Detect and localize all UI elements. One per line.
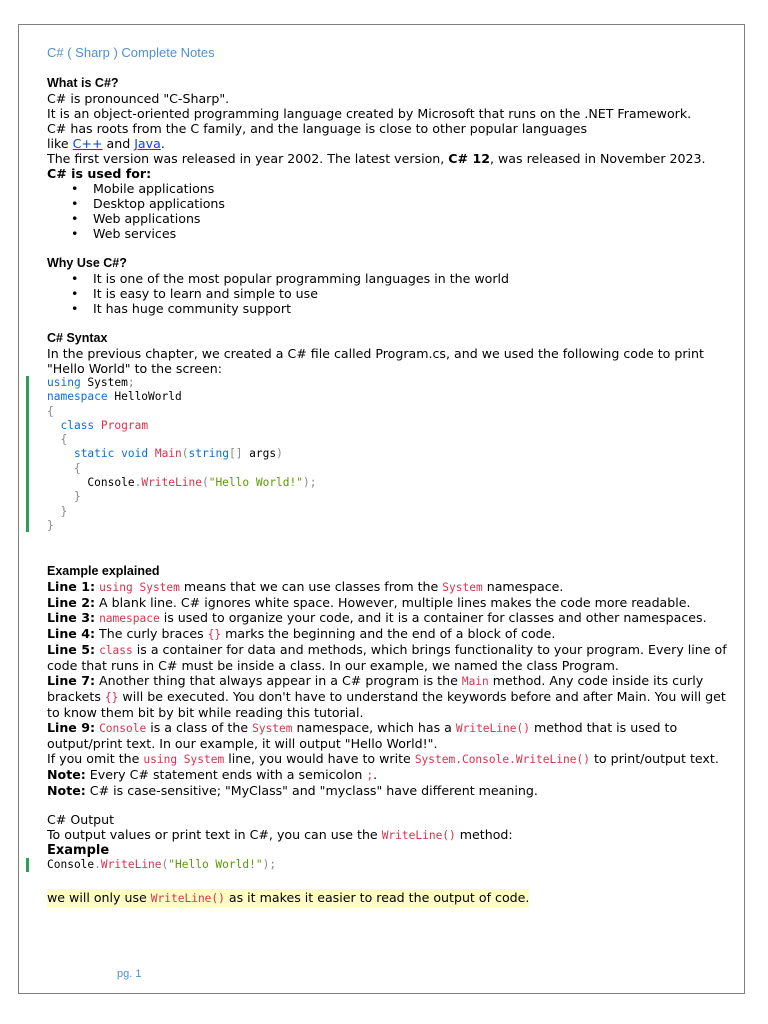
what-line-5	[47, 151, 727, 166]
explained-heading: Example explained	[47, 564, 160, 579]
explain-text: Every C# statement ends with a semicolon	[85, 767, 367, 783]
explain-text: is a container for data and methods, which brings functionality to your program. Every line of code that runs in C# must be inside a class. In our example, we named the class Program.	[47, 642, 727, 674]
list-item: • Web services	[93, 226, 727, 241]
explain-line-1	[47, 579, 727, 595]
code-token: WriteLine	[100, 858, 162, 872]
document-page	[18, 24, 745, 994]
explain-text: line, you would have to write	[224, 751, 415, 767]
explain-text: namespace, which has a	[292, 720, 456, 736]
text-release-date: , was released in November 2023.	[490, 151, 706, 166]
syntax-intro: In the previous chapter, we created a C# file called Program.cs, and we used the following code to print "Hello World" to the screen:	[47, 346, 704, 376]
why-heading: Why Use C#?	[47, 256, 127, 270]
explain-line-5	[47, 642, 727, 673]
explain-line-3	[47, 610, 727, 626]
omit-line	[47, 751, 727, 767]
explain-text: to print/output text.	[589, 751, 719, 767]
list-item: • It is one of the most popular programming languages in the world	[93, 271, 727, 286]
line-label: Line 9:	[47, 720, 96, 736]
text-first-version: The first version was released in year 2002. The latest version,	[47, 151, 449, 166]
code-token: "Hello World!"	[208, 476, 303, 490]
code-token: args	[242, 447, 277, 461]
line-label: Line 7:	[47, 673, 96, 689]
syntax-heading: C# Syntax	[47, 331, 108, 345]
list-item: • Mobile applications	[93, 181, 727, 196]
page-number: pg. 1	[117, 968, 142, 980]
code-token: ;	[127, 376, 135, 389]
list-item: • Desktop applications	[93, 196, 727, 211]
code-token: string	[188, 447, 229, 461]
line-label: Line 5:	[47, 642, 96, 658]
inline-code: WriteLine()	[455, 722, 530, 736]
inline-code: System	[252, 722, 293, 736]
uses-list	[47, 181, 727, 241]
note-line-1: Note: Every C# statement ends with a semicolon ;.	[47, 767, 378, 783]
code-token: Console	[87, 476, 135, 490]
text-and: and	[102, 136, 135, 151]
list-item: • Web applications	[93, 211, 727, 226]
text-dot: .	[160, 136, 165, 151]
text-like: like	[47, 136, 73, 151]
code-token: static	[73, 447, 115, 461]
code-token: "Hello World!"	[168, 858, 263, 872]
highlight-box	[47, 889, 529, 907]
cpp-link[interactable]: C++	[72, 136, 103, 151]
page-content	[47, 45, 727, 907]
example-label: Example	[47, 843, 110, 859]
explain-text: C# is case-sensitive; "MyClass" and "myclass" have different meaning.	[85, 783, 538, 799]
explain-text: means that we can use classes from the	[179, 579, 443, 595]
explain-text: The curly braces	[95, 626, 208, 642]
inline-code: WriteLine()	[150, 891, 225, 905]
list-item: • It is easy to learn and simple to use	[93, 286, 727, 301]
note-label: Note:	[47, 767, 86, 783]
code-token: WriteLine	[141, 476, 202, 490]
line-label: Line 3:	[47, 610, 96, 626]
code-token: Program	[100, 418, 149, 432]
explain-line-9	[47, 720, 727, 751]
highlight-note	[47, 887, 727, 907]
code-token: class	[60, 418, 95, 432]
inline-code: class	[99, 644, 133, 658]
explain-text: is used to organize your code, and it is a container for classes and other namespaces.	[159, 610, 707, 626]
code-token: Main	[154, 447, 182, 461]
inline-code: Main	[461, 675, 489, 689]
inline-code: namespace	[99, 612, 160, 626]
why-list	[47, 271, 727, 316]
explain-text: To output values or print text in C#, you can use the	[47, 827, 382, 843]
explain-text: method that is used to output/print text. In our example, it will output "Hello World!".	[47, 720, 678, 752]
explain-text: A blank line. C# ignores white space. However, multiple lines makes the code more readable.	[95, 595, 691, 611]
text-version-bold: C# 12	[448, 151, 490, 166]
output-heading: C# Output	[47, 812, 115, 828]
what-line-2: It is an object-oriented programming language created by Microsoft that runs on the .NET Framework.	[47, 106, 692, 121]
explain-text: will be executed. You don't have to understand the keywords before and after Main. You will get to know them bit by bit while reading this tutorial.	[47, 689, 726, 721]
list-item: • It has huge community support	[93, 301, 727, 316]
what-line-4	[47, 136, 727, 151]
output-text	[47, 827, 727, 843]
explain-text: method. Any code inside its curly brackets	[47, 673, 704, 705]
output-code-block: Console.WriteLine("Hello World!");	[47, 858, 727, 872]
code-token: namespace	[47, 390, 108, 404]
java-link[interactable]: Java	[134, 136, 161, 151]
highlight-text: as it makes it easier to read the output of code.	[224, 889, 530, 905]
note-label: Note:	[47, 783, 86, 799]
what-line-1: C# is pronounced "C-Sharp".	[47, 91, 230, 106]
inline-code: System.Console.WriteLine()	[414, 753, 590, 767]
explain-text: If you omit the	[47, 751, 144, 767]
explain-line-2	[47, 595, 727, 610]
inline-code: {}	[104, 691, 119, 705]
used-for-heading: C# is used for:	[47, 166, 152, 181]
code-token: HelloWorld	[107, 390, 182, 404]
line-label: Line 4:	[47, 626, 96, 642]
inline-code: WriteLine()	[381, 829, 456, 843]
document-title: C# ( Sharp ) Complete Notes	[47, 45, 215, 60]
explain-line-4	[47, 626, 727, 642]
explain-text: marks the beginning and the end of a block of code.	[221, 626, 556, 642]
inline-code: using System	[143, 753, 225, 767]
inline-code: using System	[99, 581, 180, 595]
inline-code: Console	[99, 722, 147, 736]
inline-code: ;	[366, 769, 374, 783]
explain-text: method:	[455, 827, 513, 843]
explain-text: Another thing that always appear in a C# program is the	[95, 673, 462, 689]
note-line-2	[47, 783, 727, 798]
line-label: Line 1:	[47, 579, 96, 595]
explain-text: is a class of the	[146, 720, 253, 736]
explain-text: namespace.	[482, 579, 564, 595]
code-token: Console	[47, 858, 95, 872]
inline-code: System	[442, 581, 483, 595]
inline-code: {}	[207, 628, 222, 642]
code-block-bar	[26, 376, 29, 532]
explain-line-7	[47, 673, 727, 720]
highlight-text: we will only use	[47, 889, 151, 905]
line-label: Line 2:	[47, 595, 96, 611]
code-block-bar	[26, 858, 29, 872]
code-token: System	[80, 376, 128, 389]
code-token: void	[121, 447, 149, 461]
what-line-3: C# has roots from the C family, and the language is close to other popular languages	[47, 121, 588, 136]
code-token: using	[47, 376, 81, 389]
code-block: using System; namespace HelloWorld { class Program { static void Main(string[] args) { Console.WriteLine("Hello World!"); } } }	[47, 376, 727, 533]
what-heading: What is C#?	[47, 76, 119, 90]
